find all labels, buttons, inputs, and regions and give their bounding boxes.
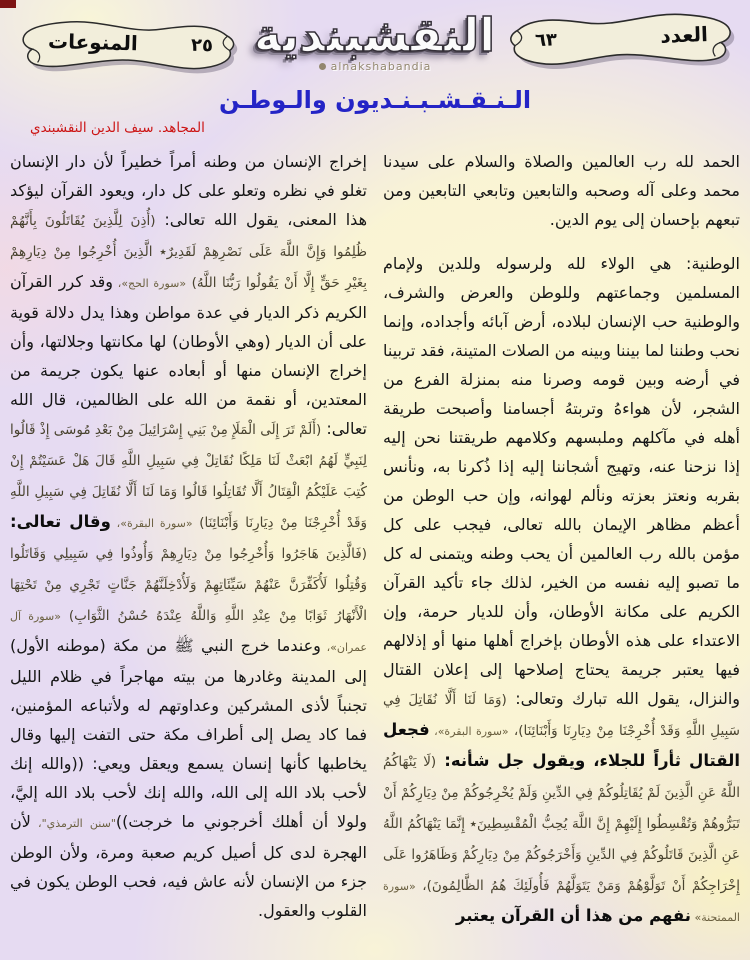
body-text: وعندما خرج النبي ﷺ من مكة (موطنه الأول) إلى المدينة وغادرها من بيته مهاجراً في ظلام الليل تجنباً لأذى المشركين وعداوتهم له ولأتباعه المؤمنين، فما كاد يصل إلى أطراف مكة حتى التفت إليها وقال يخاطبها كأنها إنسان يسمع ويعقل ويعي: ((والله إنك لأحب بلاد الله إلى الله، والله إنك لأحب بلاد الله إليَّ، ولولا أن أهلك أخرجوني ما خرجت)) — [10, 636, 367, 831]
quran-verse: (أَلَمْ تَرَ إِلَى الْمَلَإِ مِنْ بَنِي إِسْرَائِيلَ مِنْ بَعْدِ مُوسَى إِذْ قَالُوا لِنَبِيٍّ لَهُمُ ابْعَثْ لَنَا مَلِكًا نُقَاتِلْ فِي سَبِيلِ اللَّهِ قَالَ هَلْ عَسَيْتُمْ إِنْ كُتِبَ عَلَيْكُمُ الْقِتَالُ أَلَّا تُقَاتِلُوا قَالُوا وَمَا لَنَا أَلَّا نُقَاتِلَ فِي سَبِيلِ اللَّهِ وَقَدْ أُخْرِجْنَا مِنْ دِيَارِنَا وَأَبْنَائِنَا) — [10, 422, 367, 531]
logo-latin-text: alnakshabandia — [330, 60, 432, 73]
logo-dot-icon — [319, 63, 326, 70]
quran-verse: (وَمَا لَنَا أَلَّا نُقَاتِلَ فِي سَبِيلِ اللَّهِ وَقَدْ أُخْرِجْنَا مِنْ دِيَارِنَا وَأَبْنَائِنَا)، — [383, 692, 740, 739]
source-reference: «سورة البقرة»، — [110, 517, 193, 530]
paragraph — [383, 147, 740, 234]
section-ribbon — [7, 9, 244, 81]
issue-ribbon — [500, 0, 747, 78]
author-byline: المجاهد. سيف الدين النقشبندي — [30, 120, 205, 136]
source-reference: «سورة الممتحنة» — [383, 880, 740, 924]
body-text: وقد كرر القرآن الكريم ذكر الديار في عدة مواطن وهذا يدل دلالة قوية على أن الديار (وهي الأوطان) لها مكانتها وجلالتها، وأن إخراج الإنسان منها أو أبعاده عنها يكون جريمة من المعتدين، أو نقمة من الله على الظالمين، قال الله تعالى: — [10, 272, 367, 438]
source-reference: "سنن الترمذي"، — [30, 817, 116, 830]
source-reference: «سورة الحج»، — [113, 277, 187, 290]
quran-verse: (أُذِنَ لِلَّذِينَ يُقَاتَلُونَ بِأَنَّهُمْ ظُلِمُوا وَإِنَّ اللَّهَ عَلَى نَصْرِهِمْ لَقَدِيرٌ٭ الَّذِينَ أُخْرِجُوا مِنْ دِيَارِهِمْ بِغَيْرِ حَقٍّ إِلَّا أَنْ يَقُولُوا رَبُّنَا اللَّهُ) — [10, 213, 367, 291]
issue-number: ٦٣ — [534, 28, 558, 51]
section-number: ٢٥ — [190, 34, 214, 56]
column-left — [10, 147, 367, 954]
article-title: الـنـقـشـبـنـديون والـوطـن — [218, 86, 532, 114]
source-reference: «سورة آل عمران»، — [10, 610, 367, 654]
column-right — [383, 147, 740, 954]
body-text: الحمد لله رب العالمين والصلاة والسلام على سيدنا محمد وعلى آله وصحبه والتابعين وتابعي التابعين ومن تبعهم بإحسان إلى يوم الدين. — [383, 152, 740, 229]
source-reference: «سورة البقرة»، — [429, 725, 509, 738]
quran-verse: (فَالَّذِينَ هَاجَرُوا وَأُخْرِجُوا مِنْ دِيَارِهِمْ وَأُوذُوا فِي سَبِيلِي وَقَاتَلُوا وَقُتِلُوا لَأُكَفِّرَنَّ عَنْهُمْ سَيِّئَاتِهِمْ وَلَأُدْخِلَنَّهُمْ جَنَّاتٍ تَجْرِي مِنْ تَحْتِهَا الْأَنْهَارُ ثَوَابًا مِنْ عِنْدِ اللَّهِ وَاللَّهُ عِنْدَهُ حُسْنُ الثَّوَابِ) — [10, 546, 367, 624]
magazine-logo — [255, 4, 495, 73]
corner-mark — [0, 0, 16, 8]
paragraph — [383, 249, 740, 932]
body-text: لأن الهجرة لدى كل أصيل كريم صعبة ومرة، ولأن الوطن جزء من الإنسان لأنه عاش فيه، فحب الوطن يكون في القلوب والعقول. — [10, 812, 367, 920]
section-label: المنوعات — [47, 28, 139, 56]
body-text: وقال تعالى: — [10, 512, 111, 531]
paragraph — [10, 147, 367, 925]
issue-label: العدد — [660, 22, 709, 48]
article-body — [10, 147, 740, 954]
body-text: الوطنية: هي الولاء لله ولرسوله وللدين ولإمام المسلمين وجماعتهم وللوطن والعرض والشرف، والوطنية حب الإنسان لبلاده، أرض آبائه وأجداده، وإنما نحب وطننا لما بيننا وبينه من الصلات المتينة، فقد تربينا في أرضه وبين قومه وصرنا منه بمنزلة الفرع من الشجر، لأن هواءهُ وتربتهُ أجسامنا وأصبحت طريقة أهله في مآكلهم وملبسهم وكلامهم طريقتنا نحن إليه إذا نزحنا عنه، وتهيج أشجاننا إليه إذا ذُكرنا به، ونأنس بقربه ونعتز بعزته ونألم لهوانه، وإن حب الوطن من أعظم مظاهر الإيمان بالله تعالى، فيجب على كل مؤمن بالله رب العالمين أن يحب وطنه ويتمنى له كل ما تصبو إليه نفسه من الخير، لذلك جاء تأكيد القرآن الكريم على مكانة الأوطان، وأن للديار حرمة، وإن الاعتداء على هذه الأوطان بإخراج أهلها منها أو إذلالهم فيها يعتبر جريمة يحتاج إصلاحها إلى إعلان القتال والنزال، يقول الله تبارك وتعالى: — [383, 254, 740, 708]
quran-verse: (لَا يَنْهَاكُمُ اللَّهُ عَنِ الَّذِينَ لَمْ يُقَاتِلُوكُمْ فِي الدِّينِ وَلَمْ يُخْرِجُوكُمْ مِنْ دِيَارِكُمْ أَنْ تَبَرُّوهُمْ وَتُقْسِطُوا إِلَيْهِمْ إِنَّ اللَّهَ يُحِبُّ الْمُقْسِطِينَ٭ إِنَّمَا يَنْهَاكُمُ اللَّهُ عَنِ الَّذِينَ قَاتَلُوكُمْ فِي الدِّينِ وَأَخْرَجُوكُمْ مِنْ دِيَارِكُمْ وَظَاهَرُوا عَلَى إِخْرَاجِكُمْ أَنْ تَوَلَّوْهُمْ وَمَنْ يَتَوَلَّهُمْ فَأُولَئِكَ هُمُ الظَّالِمُونَ)، — [383, 754, 740, 894]
body-text: فجعل القتال ثأراً للجلاء، ويقول جل شأنه: — [383, 720, 740, 770]
body-text: إخراج الإنسان من وطنه أمراً خطيراً لأن دار الإنسان تغلو في نظره وتعلو على كل دار، ويعود القرآن ليؤكد هذا المعنى، يقول الله تعالى: — [10, 152, 367, 229]
logo-arabic-title: النقشبندية — [253, 8, 495, 62]
body-text: نفهم من هذا أن القرآن يعتبر — [455, 906, 691, 925]
